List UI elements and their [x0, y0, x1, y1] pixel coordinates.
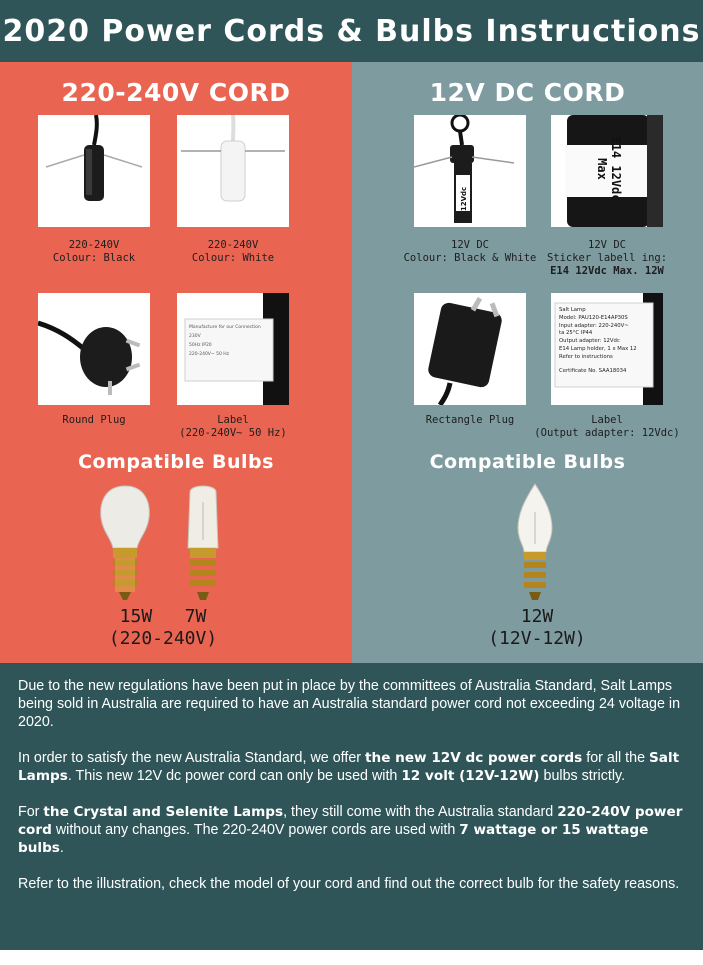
info-paragraph-2: In order to satisfy the new Australia Standard, we offer the new 12V dc power cords for all the Salt Lamps. This new 12V dc power cord can only be used with 12 volt (12V-12W) bulbs strictly.: [18, 750, 680, 784]
cord-220v-title: 220-240V CORD: [61, 78, 291, 107]
black-cord-caption: 220-240V Colour: Black: [52, 239, 136, 264]
compatible-bulbs-12v-title: Compatible Bulbs: [429, 451, 626, 473]
bulb-15w-icon: [95, 482, 155, 604]
bulb-7w-icon: [178, 482, 228, 604]
info-paragraph-3: For the Crystal and Selenite Lamps, they still come with the Australia standard 220-240V power cord without any changes. The 220-240V power cords are used with 7 wattage or 15 wattage bulbs.: [18, 804, 683, 856]
bottom-margin: [0, 950, 703, 965]
cord-220v-panel: [0, 62, 352, 663]
bulb-220v-voltage: (220-240V): [108, 628, 218, 649]
round-plug-photo: [38, 293, 150, 405]
dc-sticker-caption: 12V DC Sticker labell ing: E14 12Vdc Max. 12W: [546, 239, 668, 277]
bulb-220v-watts: 15W 7W: [119, 606, 207, 627]
bulb-12w-icon: [510, 482, 560, 604]
page-title: 2020 Power Cords & Bulbs Instructions: [0, 0, 703, 62]
instructions-text: [0, 663, 703, 950]
rectangle-plug-caption: Rectangle Plug: [425, 414, 515, 426]
rectangle-plug-photo: [414, 293, 526, 405]
label-12v-photo: Salt Lamp Model: PAU120-E14AP30S Input adapter: 220-240V~ ta 25°C IP44 Output adapter: 12Vdc E14 Lamp holder, 1 x Max 12 Refer to instructions Certificate No. SAA18034: [551, 293, 663, 405]
dc-sticker-photo: E14 12Vdc Max: [551, 115, 663, 227]
compatible-bulbs-220v-title: Compatible Bulbs: [78, 451, 274, 473]
label-220v-caption: Label (220-240V~ 50 Hz): [179, 414, 287, 439]
dc-cord-caption: 12V DC Colour: Black & White: [403, 239, 537, 264]
dc-cord-photo: 12Vdc: [414, 115, 526, 227]
cord-12v-title: 12V DC CORD: [429, 78, 626, 107]
round-plug-caption: Round Plug: [62, 414, 126, 426]
label-12v-caption: Label (Output adapter: 12Vdc): [534, 414, 680, 439]
bulb-12v-watts: 12W: [520, 606, 554, 627]
info-paragraph-1: Due to the new regulations have been put in place by the committees of Australia Standard, Salt Lamps being sold in Australia are required to have an Australia standard power cord not exceeding 24 voltage in 2020.: [18, 678, 681, 730]
black-cord-photo: [38, 115, 150, 227]
white-cord-photo: [177, 115, 289, 227]
label-220v-photo: Manufacture for our Connection 230V 50Hz IP20 220-240V~ 50 Hz: [177, 293, 289, 405]
bulb-12v-voltage: (12V-12W): [488, 628, 586, 649]
white-cord-caption: 220-240V Colour: White: [191, 239, 275, 264]
cord-12v-panel: [352, 62, 703, 663]
info-paragraph-4: Refer to the illustration, check the model of your cord and find out the correct bulb for the safety reasons.: [18, 876, 680, 892]
